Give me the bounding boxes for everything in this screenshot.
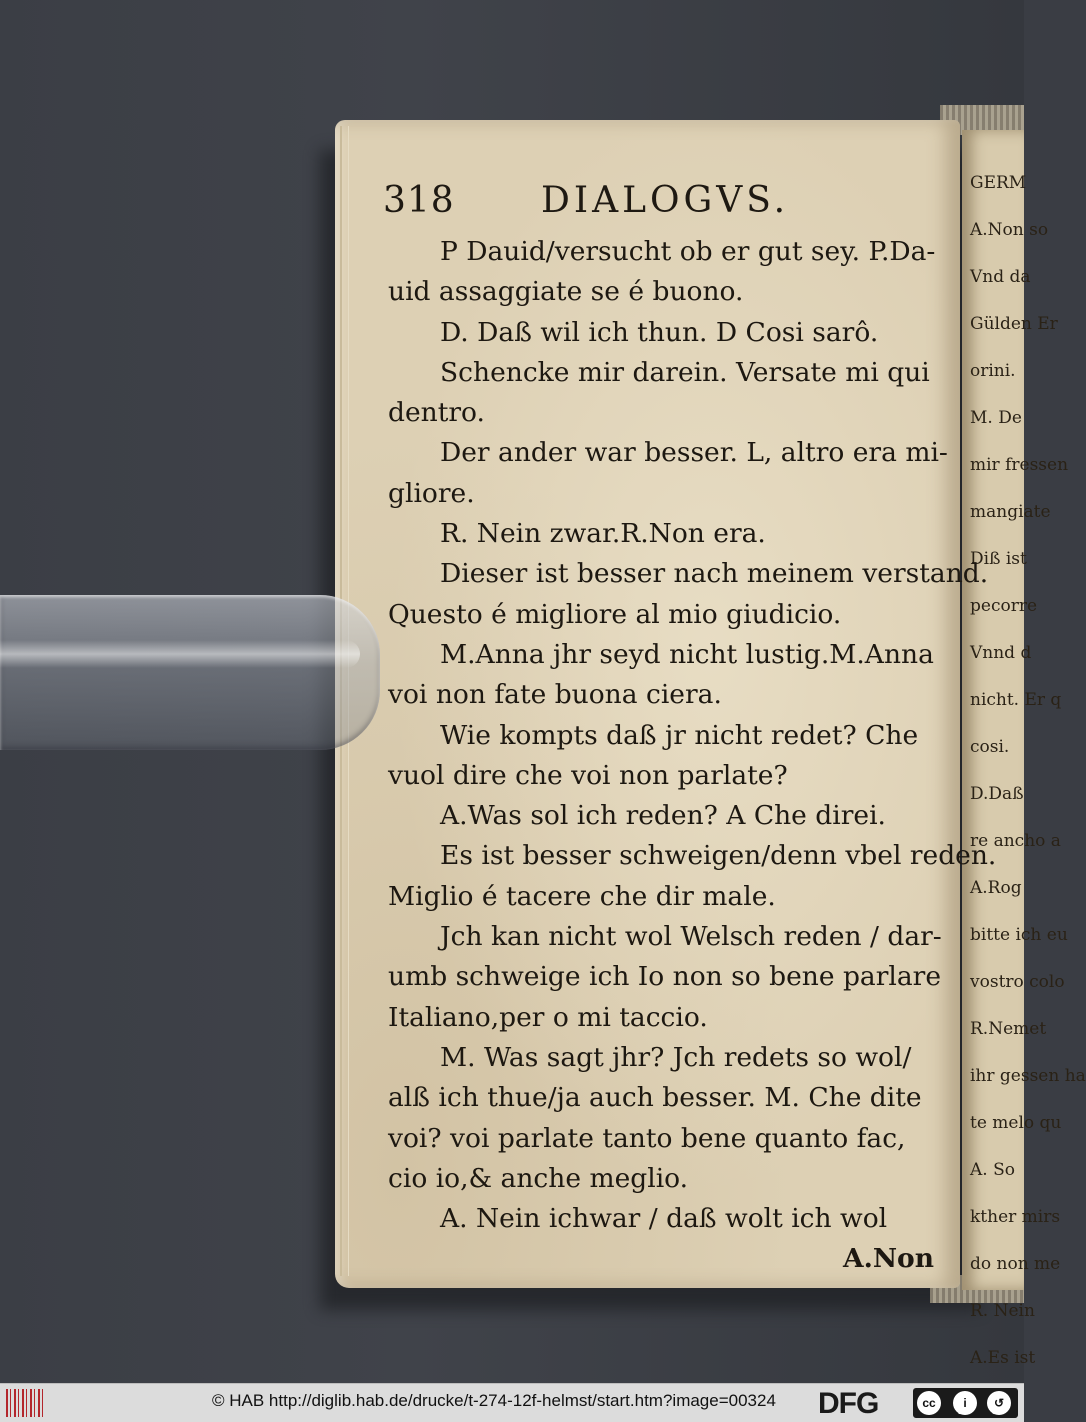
sa-icon: ↺ [987, 1391, 1011, 1415]
facing-text-line: mir fressen [970, 455, 1069, 475]
text-line: umb schweige ich Io non so bene parlare [388, 961, 942, 993]
facing-page [962, 130, 1086, 1368]
running-head: DIALOGVS. [541, 180, 790, 221]
text-line: M.Anna jhr seyd nicht lustig.M.Anna [440, 638, 934, 670]
text-line: Der ander war besser. L, altro era mi- [440, 437, 948, 469]
facing-text-line: Diß ist [970, 549, 1027, 569]
text-line: Wie kompts daß jr nicht redet? Che [440, 719, 919, 751]
by-label: BY [958, 1409, 968, 1416]
sa-label: SA [992, 1409, 1002, 1416]
page-number: 318 [383, 180, 455, 221]
text-line: uid assaggiate se é buono. [388, 276, 744, 308]
facing-text-line: R. Nein [970, 1301, 1035, 1321]
page-header [383, 180, 943, 230]
facing-text-line: A. So [970, 1160, 1015, 1180]
facing-text-line: ihr gessen ha [970, 1066, 1086, 1086]
text-line: D. Daß wil ich thun. D Cosi sarô. [440, 316, 879, 348]
facing-text-line: pecorre [970, 596, 1038, 616]
facing-page-text [962, 130, 1086, 1382]
text-line: M. Was sagt jhr? Jch redets so wol/ [440, 1041, 912, 1073]
text-line: vuol dire che voi non parlate? [388, 759, 788, 791]
text-line: Italiano,per o mi taccio. [388, 1001, 708, 1033]
facing-text-line: nicht. Er q [970, 690, 1062, 710]
text-line: Schencke mir darein. Versate mi qui [440, 356, 930, 388]
facing-text-line: D.Daß [970, 784, 1024, 804]
text-line: A.Was sol ich reden? A Che direi. [440, 800, 886, 832]
clip-highlight [0, 640, 360, 668]
catchword: A.Non [843, 1243, 934, 1275]
facing-text-line: kther mirs [970, 1207, 1061, 1227]
facing-text-line: A.Non so [970, 220, 1049, 240]
facing-text-line: bitte ich eu [970, 925, 1068, 945]
text-line: Jch kan nicht wol Welsch reden / dar- [440, 921, 942, 953]
facing-text-line: R.Nemet [970, 1019, 1047, 1039]
text-line: Questo é migliore al mio giudicio. [388, 598, 842, 630]
text-line: P Dauid/versucht ob er gut sey. P.Da- [440, 236, 936, 267]
text-line: voi? voi parlate tanto bene quanto fac, [388, 1122, 906, 1154]
facing-text-line: orini. [970, 361, 1016, 381]
hab-logo-icon [6, 1389, 44, 1417]
facing-text-line: GERM [970, 173, 1027, 193]
facing-text-line: do non me [970, 1254, 1061, 1274]
facing-text-line: vostro colo [970, 972, 1065, 992]
facing-text-line: mangiate [970, 502, 1051, 522]
facing-text-line: A.Es ist [970, 1348, 1036, 1368]
facing-text-line: Vnnd d [970, 643, 1032, 663]
text-line: dentro. [388, 397, 485, 429]
text-line: cio io,& anche meglio. [388, 1162, 689, 1194]
facing-text-line: Gülden Er [970, 314, 1058, 334]
copyright-link[interactable]: © HAB http://diglib.hab.de/drucke/t-274-12f-helmst/start.htm?image=00324 [212, 1391, 776, 1410]
facing-text-line: Vnd da [970, 267, 1031, 287]
text-line: A. Nein ichwar / daß wolt ich wol [440, 1203, 888, 1235]
cc-icon: cc [917, 1391, 941, 1415]
text-line: Es ist besser schweigen/denn vbel reden. [440, 840, 997, 872]
facing-text-line: cosi. [970, 737, 1010, 757]
facing-text-line: te melo qu [970, 1113, 1062, 1133]
text-line: gliore. [388, 477, 475, 509]
text-line: voi non fate buona ciera. [388, 679, 722, 711]
footer-bar [0, 1383, 1024, 1422]
text-line: Miglio é tacere che dir male. [388, 880, 776, 912]
facing-text-line: re ancho a [970, 831, 1061, 851]
dfg-logo: DFG [818, 1387, 879, 1420]
by-icon: i [953, 1391, 977, 1415]
facing-text-line: M. De [970, 408, 1022, 428]
text-line: alß ich thue/ja auch besser. M. Che dite [388, 1082, 922, 1114]
text-line: Dieser ist besser nach meinem verstand. [440, 558, 989, 590]
page-holder-clip [0, 595, 380, 750]
cc-license-badge[interactable] [913, 1388, 1018, 1418]
facing-text-line: A.Rog [970, 878, 1022, 898]
text-line: R. Nein zwar.R.Non era. [440, 518, 766, 550]
